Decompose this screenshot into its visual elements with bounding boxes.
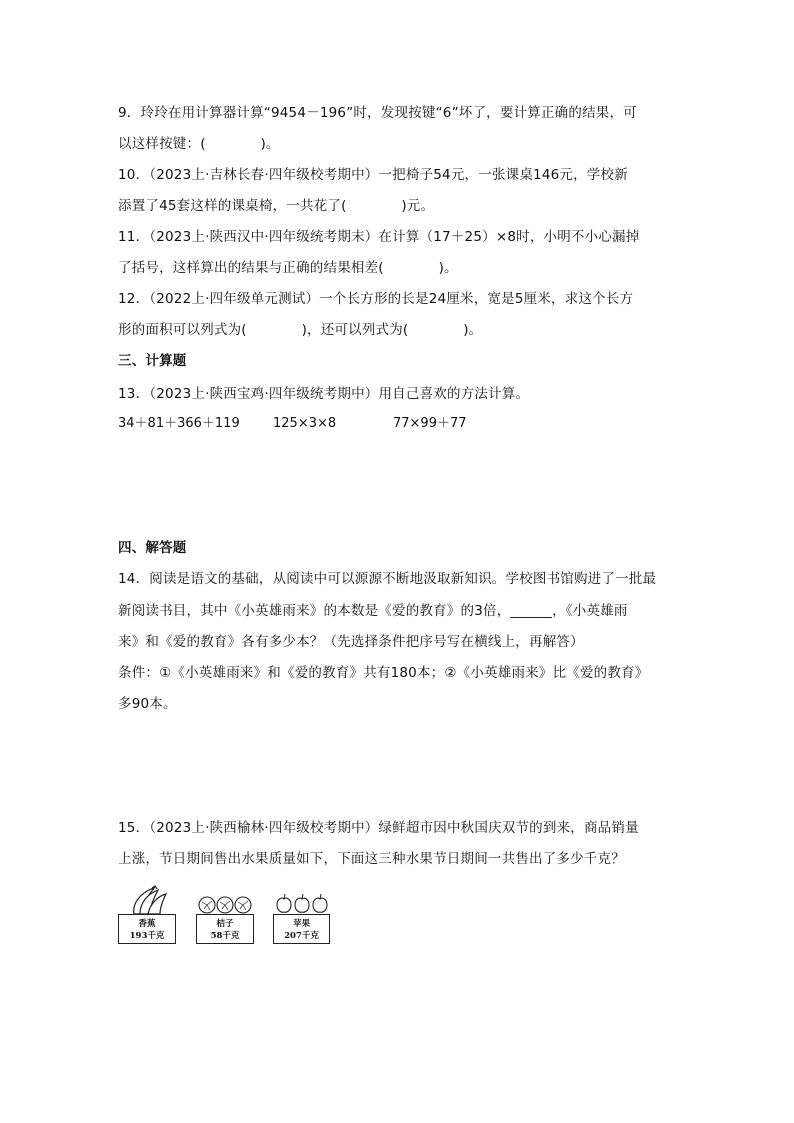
calc-expr-2: 125×3×8: [273, 416, 337, 431]
q9-line1: 9．玲玲在用计算器计算“9454－196”时，发现按键“6”坏了，要计算正确的结果，可: [118, 105, 637, 121]
banana-icon: [118, 884, 178, 916]
q12-line1: 12．（2022上·四年级单元测试）一个长方形的长是24厘米，宽是5厘米，求这个长方: [118, 291, 634, 307]
fruit-label-box: [118, 914, 176, 944]
calc-expr-3: 77×99＋77: [393, 416, 467, 431]
fruit-weight: 207千克: [284, 931, 319, 941]
q14-line1: 14．阅读是语文的基础，从阅读中可以源源不断地汲取新知识。学校图书馆购进了一批最: [118, 571, 657, 587]
q10-line2: 添置了45套这样的课桌椅，一共花了( )元。: [118, 198, 435, 214]
fruit-name: 苹果: [292, 919, 310, 929]
fruit-orange: [196, 884, 256, 946]
q11-line1: 11．（2023上·陕西汉中·四年级统考期末）在计算（17＋25）×8时，小明不小心漏掉: [118, 229, 640, 245]
section4-title: 四、解答题: [118, 540, 187, 556]
q15-line2: 上涨，节日期间售出水果质量如下，下面这三种水果节日期间一共售出了多少千克？: [118, 851, 625, 867]
fruit-banana: [118, 884, 178, 946]
orange-icon: [196, 884, 256, 916]
section3-title: 三、计算题: [118, 353, 187, 369]
q14-line3: 来》和《爱的教育》各有多少本？（先选择条件把序号写在横线上，再解答）: [118, 634, 584, 650]
fruit-weight: 58千克: [210, 931, 240, 941]
q13-text: 13．（2023上·陕西宝鸡·四年级统考期中）用自己喜欢的方法计算。: [118, 386, 530, 402]
q14-line4: 条件：①《小英雄雨来》和《爱的教育》共有180本；②《小英雄雨来》比《爱的教育》: [118, 665, 649, 681]
fruit-apple: [273, 884, 331, 946]
fruit-label-box: [273, 914, 330, 944]
q11-line2: 了括号，这样算出的结果与正确的结果相差( )。: [118, 260, 458, 276]
q15-line1: 15．（2023上·陕西榆林·四年级校考期中）绿鲜超市因中秋国庆双节的到来，商品销量: [118, 820, 639, 836]
fruit-name: 桔子: [216, 919, 234, 929]
calc-expr-1: 34＋81＋366＋119: [118, 416, 240, 431]
fruit-weight: 193千克: [129, 931, 165, 941]
q12-line2: 形的面积可以列式为( )，还可以列式为( )。: [118, 322, 483, 338]
q9-line2: 以这样按键：( )。: [118, 136, 280, 152]
q14-line2: 新阅读书目，其中《小英雄雨来》的本数是《爱的教育》的3倍，______，《小英雄雨: [118, 603, 628, 619]
apple-icon: [273, 884, 331, 916]
fruit-name: 香蕉: [138, 919, 156, 929]
fruit-label-box: [196, 914, 254, 944]
q14-line5: 多90本。: [118, 696, 177, 712]
q10-line1: 10．（2023上·吉林长春·四年级校考期中）一把椅子54元，一张课桌146元，学校新: [118, 167, 628, 183]
